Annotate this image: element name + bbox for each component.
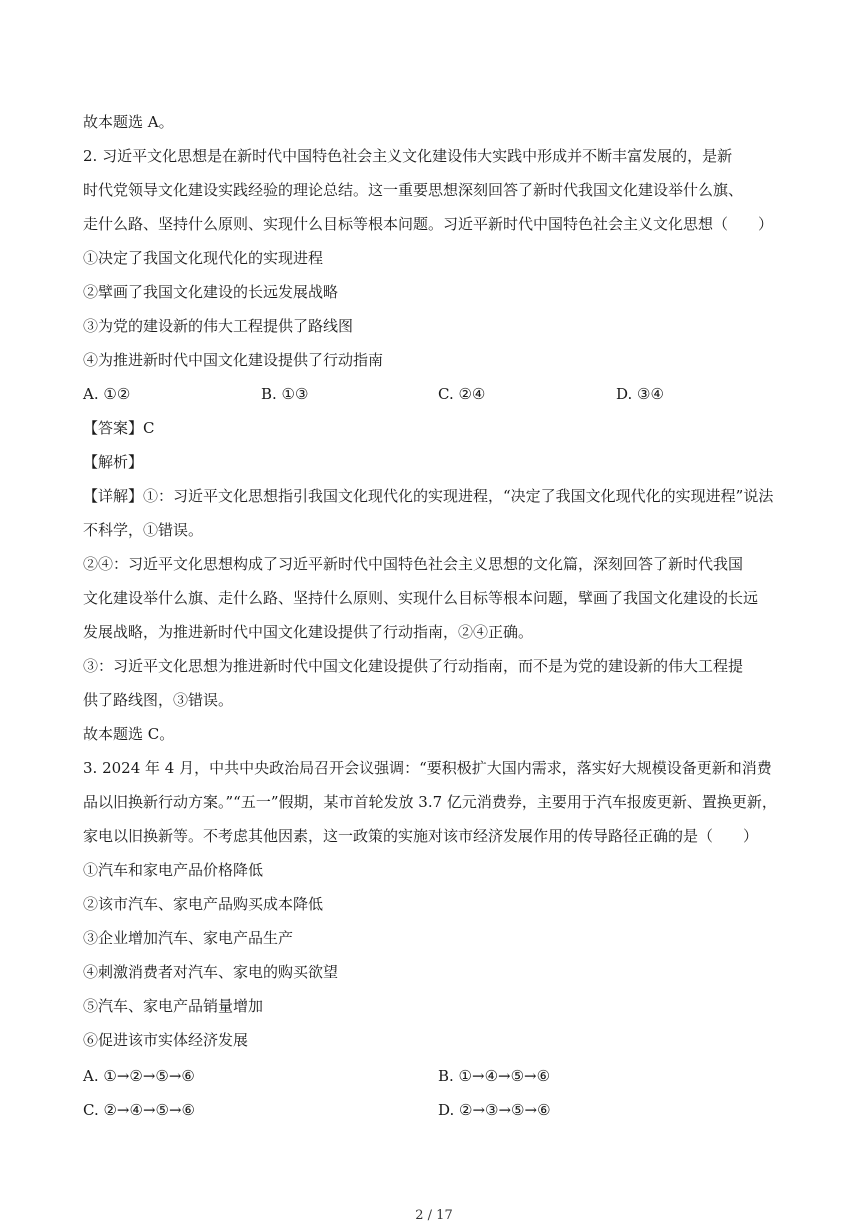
q3-item-2: ②该市汽车、家电产品购买成本降低 [83,895,324,913]
q3-item-1: ①汽车和家电产品价格降低 [83,861,264,879]
q2-option-c: C. ②④ [438,385,486,403]
q2-detail-line-7: 供了路线图，③错误。 [83,691,234,709]
q3-stem-line-1: 3. 2024 年 4 月，中共中央政治局召开会议强调：“要积极扩大国内需求，落实好大规模设备更新和消费 [83,759,772,777]
q3-option-a: A. ①→②→⑤→⑥ [83,1067,195,1085]
q3-stem-line-3: 家电以旧换新等。不考虑其他因素，这一政策的实施对该市经济发展作用的传导路径正确的是（ ） [83,827,759,845]
q2-detail-line-6: ③：习近平文化思想为推进新时代中国文化建设提供了行动指南，而不是为党的建设新的伟大工程提 [83,657,744,675]
q2-stem-line-1: 2. 习近平文化思想是在新时代中国特色社会主义文化建设伟大实践中形成并不断丰富发展的，是新 [83,147,733,165]
q3-item-4: ④刺激消费者对汽车、家电的购买欲望 [83,963,339,981]
q2-item-1: ①决定了我国文化现代化的实现进程 [83,249,324,267]
q2-stem-line-2: 时代党领导文化建设实践经验的理论总结。这一重要思想深刻回答了新时代我国文化建设举什么旗、 [83,181,744,199]
q1-conclusion: 故本题选 A。 [83,113,174,131]
q2-detail-line-5: 发展战略，为推进新时代中国文化建设提供了行动指南，②④正确。 [83,623,534,641]
q3-option-d: D. ②→③→⑤→⑥ [438,1101,551,1119]
q2-item-2: ②擘画了我国文化建设的长远发展战略 [83,283,339,301]
q3-option-c: C. ②→④→⑤→⑥ [83,1101,195,1119]
q2-option-d: D. ③④ [616,385,664,403]
q2-item-3: ③为党的建设新的伟大工程提供了路线图 [83,317,354,335]
q3-item-5: ⑤汽车、家电产品销量增加 [83,997,264,1015]
q3-option-b: B. ①→④→⑤→⑥ [438,1067,551,1085]
page-number: 2 / 17 [415,1208,453,1223]
q2-detail-line-1: 【详解】①：习近平文化思想指引我国文化现代化的实现进程，“决定了我国文化现代化的实现进程”说法 [83,487,774,505]
q2-stem-line-3: 走什么路、坚持什么原则、实现什么目标等根本问题。习近平新时代中国特色社会主义文化思想（ ） [83,215,774,233]
q3-item-6: ⑥促进该市实体经济发展 [83,1031,249,1049]
q3-stem-line-2: 品以旧换新行动方案。”“五一”假期，某市首轮发放 3.7 亿元消费券，主要用于汽车报废更新、置换更新， [83,793,777,811]
q2-conclusion: 故本题选 C。 [83,725,175,743]
q2-option-a: A. ①② [83,385,131,403]
q2-detail-line-4: 文化建设举什么旗、走什么路、坚持什么原则、实现什么目标等根本问题，擘画了我国文化建设的长远 [83,589,759,607]
q2-detail-line-2: 不科学，①错误。 [83,521,204,539]
q2-option-b: B. ①③ [261,385,309,403]
q2-item-4: ④为推进新时代中国文化建设提供了行动指南 [83,351,384,369]
q2-answer: 【答案】C [83,419,155,437]
q2-detail-line-3: ②④：习近平文化思想构成了习近平新时代中国特色社会主义思想的文化篇，深刻回答了新时代我国 [83,555,744,573]
q3-item-3: ③企业增加汽车、家电产品生产 [83,929,294,947]
q2-analysis-heading: 【解析】 [83,453,144,471]
